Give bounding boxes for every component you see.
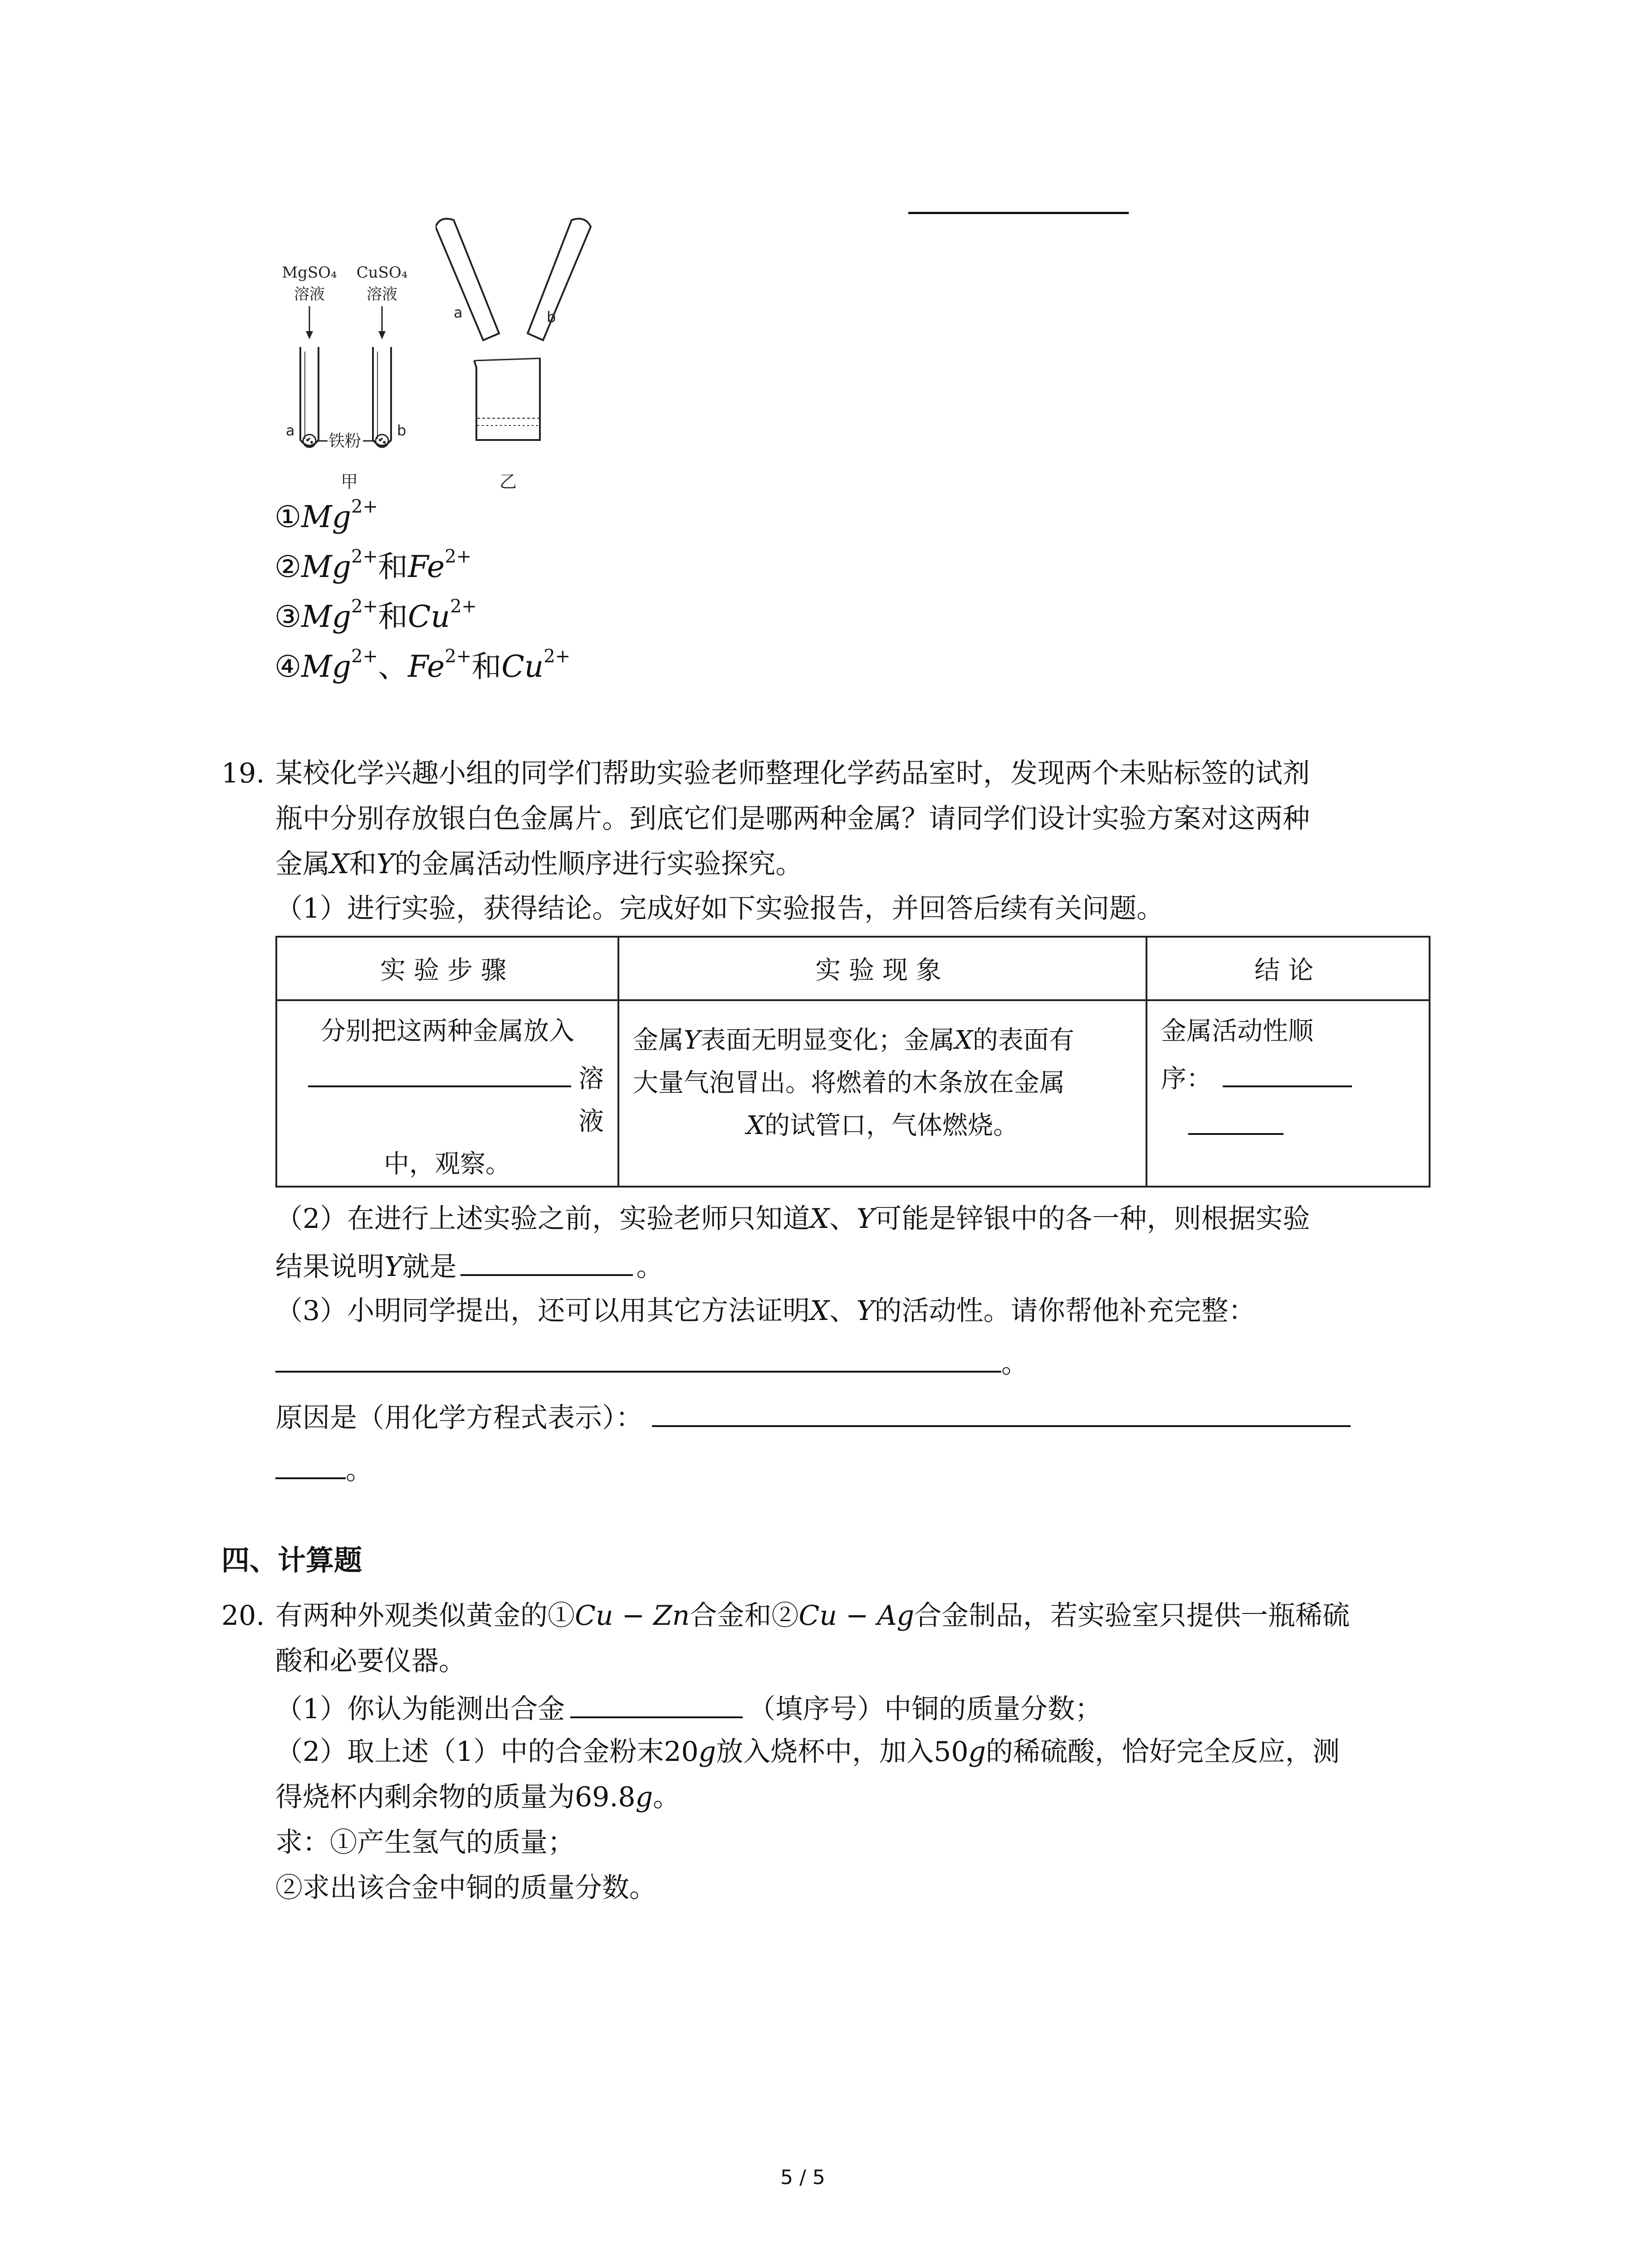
- answer-blank-top[interactable]: [908, 212, 1129, 214]
- cell-steps: 分别把这两种金属放入 溶液 中，观察。: [276, 1000, 618, 1187]
- ion: Mg: [301, 499, 351, 534]
- q19-line1: 某校化学兴趣小组的同学们帮助实验老师整理化学药品室时，发现两个未贴标签的试剂: [275, 758, 1310, 789]
- option-number: ②: [274, 549, 302, 584]
- reagent-a-sub: 溶液: [294, 285, 325, 303]
- q19-line2: 瓶中分别存放银白色金属片。到底它们是哪两种金属？请同学们设计实验方案对这两种: [275, 803, 1310, 835]
- ion: Mg: [301, 599, 351, 634]
- metal-y-blank[interactable]: [460, 1242, 633, 1276]
- q20-ask2: ②求出该合金中铜的质量分数。: [275, 1872, 656, 1904]
- reagent-a-label: MgSO₄: [282, 264, 337, 282]
- option-number: ①: [274, 499, 302, 534]
- tube-b-label: b: [397, 422, 407, 439]
- alloy-choice-blank[interactable]: [570, 1684, 743, 1718]
- activity-order-blank[interactable]: [1223, 1053, 1352, 1087]
- header-phenomena: 实验现象: [618, 937, 1146, 1000]
- caption-yi: 乙: [499, 472, 517, 492]
- experiment-report-table: [275, 936, 1430, 1188]
- q20-line1: 有两种外观类似黄金的①Cu − Zn合金和②Cu − Ag合金制品，若实验室只提供一瓶稀硫: [275, 1600, 1350, 1632]
- q20-sub2-line2: 得烧杯内剩余物的质量为69.8g。: [275, 1781, 681, 1813]
- reagent-b-sub: 溶液: [367, 285, 397, 303]
- tube-a-label: a: [286, 422, 295, 439]
- q20-sub2-line1: （2）取上述（1）中的合金粉末20g放入烧杯中，加入50g的稀硫酸，恰好完全反应，测: [275, 1736, 1340, 1768]
- ion: Cu: [407, 599, 450, 634]
- header-conclusion: 结论: [1146, 937, 1430, 1000]
- q19-sub2-line2: 结果说明Y就是 。: [275, 1242, 664, 1290]
- beaker: [474, 358, 540, 440]
- q19-reason: 原因是（用化学方程式表示）：: [275, 1393, 1351, 1441]
- cell-phenomena: 金属Y表面无明显变化；金属X的表面有 大量气泡冒出。将燃着的木条放在金属 X的试管口，气体燃烧。: [618, 1000, 1146, 1187]
- ion: Fe: [407, 549, 445, 584]
- option-4: $④Mg^{2+}$、$Fe^{2+}$和$Cu^{2+}$: [274, 646, 571, 684]
- q19-sub3: （3）小明同学提出，还可以用其它方法证明X、Y的活动性。请你帮他补充完整：: [275, 1295, 1256, 1327]
- q19-line3: 金属X和Y的金属活动性顺序进行实验探究。: [275, 848, 803, 880]
- ion: Fe: [407, 649, 445, 684]
- equation-blank[interactable]: [652, 1393, 1351, 1427]
- q19-sub3-answer: 。: [275, 1338, 1029, 1386]
- option-1: $①Mg^{2+}$: [274, 496, 378, 534]
- q20-number: 20.: [221, 1600, 265, 1632]
- test-tube-a: [300, 347, 318, 446]
- tilted-tube-b-label: b: [547, 308, 556, 326]
- figure-jia: [272, 259, 445, 494]
- q19-reason-cont: 。: [275, 1445, 373, 1493]
- test-tube-b: [373, 347, 391, 446]
- q19-sub1: （1）进行实验，获得结论。完成好如下实验报告，并回答后续有关问题。: [275, 893, 1164, 924]
- page-number: 5 / 5: [780, 2166, 825, 2189]
- ion: Mg: [301, 649, 351, 684]
- ion: Mg: [301, 549, 351, 584]
- section-heading: 四、计算题: [221, 1544, 362, 1577]
- tilted-tube-a: [436, 219, 499, 340]
- reagent-b-label: CuSO₄: [356, 264, 408, 282]
- tilted-tube-a-label: a: [454, 304, 463, 321]
- option-2: $②Mg^{2+}$和$Fe^{2+}$: [274, 546, 472, 584]
- q20-line2: 酸和必要仪器。: [275, 1645, 466, 1677]
- q20-ask1: 求：①产生氢气的质量；: [275, 1827, 575, 1858]
- tilted-tube-b: [528, 219, 591, 340]
- figure-yi: [436, 213, 626, 494]
- iron-powder-label: 铁粉: [328, 432, 362, 450]
- option-number: ④: [274, 649, 302, 684]
- activity-order-blank-2[interactable]: [1188, 1100, 1283, 1135]
- option-number: ③: [274, 599, 302, 634]
- cell-conclusion: 金属活动性顺 序：: [1146, 1000, 1430, 1187]
- solution-blank[interactable]: [308, 1053, 571, 1087]
- equation-blank-2[interactable]: [275, 1445, 346, 1479]
- option-3: $③Mg^{2+}$和$Cu^{2+}$: [274, 596, 477, 634]
- q20-sub1: （1）你认为能测出合金 （填序号）中铜的质量分数；: [275, 1684, 1102, 1732]
- caption-jia: 甲: [340, 472, 358, 492]
- ion: Cu: [501, 649, 544, 684]
- q19-number: 19.: [221, 758, 265, 789]
- header-steps: 实验步骤: [276, 937, 618, 1000]
- method-blank[interactable]: [275, 1338, 1001, 1373]
- q19-sub2-line1: （2）在进行上述实验之前，实验老师只知道X、Y可能是锌银中的各一种，则根据实验: [275, 1203, 1310, 1235]
